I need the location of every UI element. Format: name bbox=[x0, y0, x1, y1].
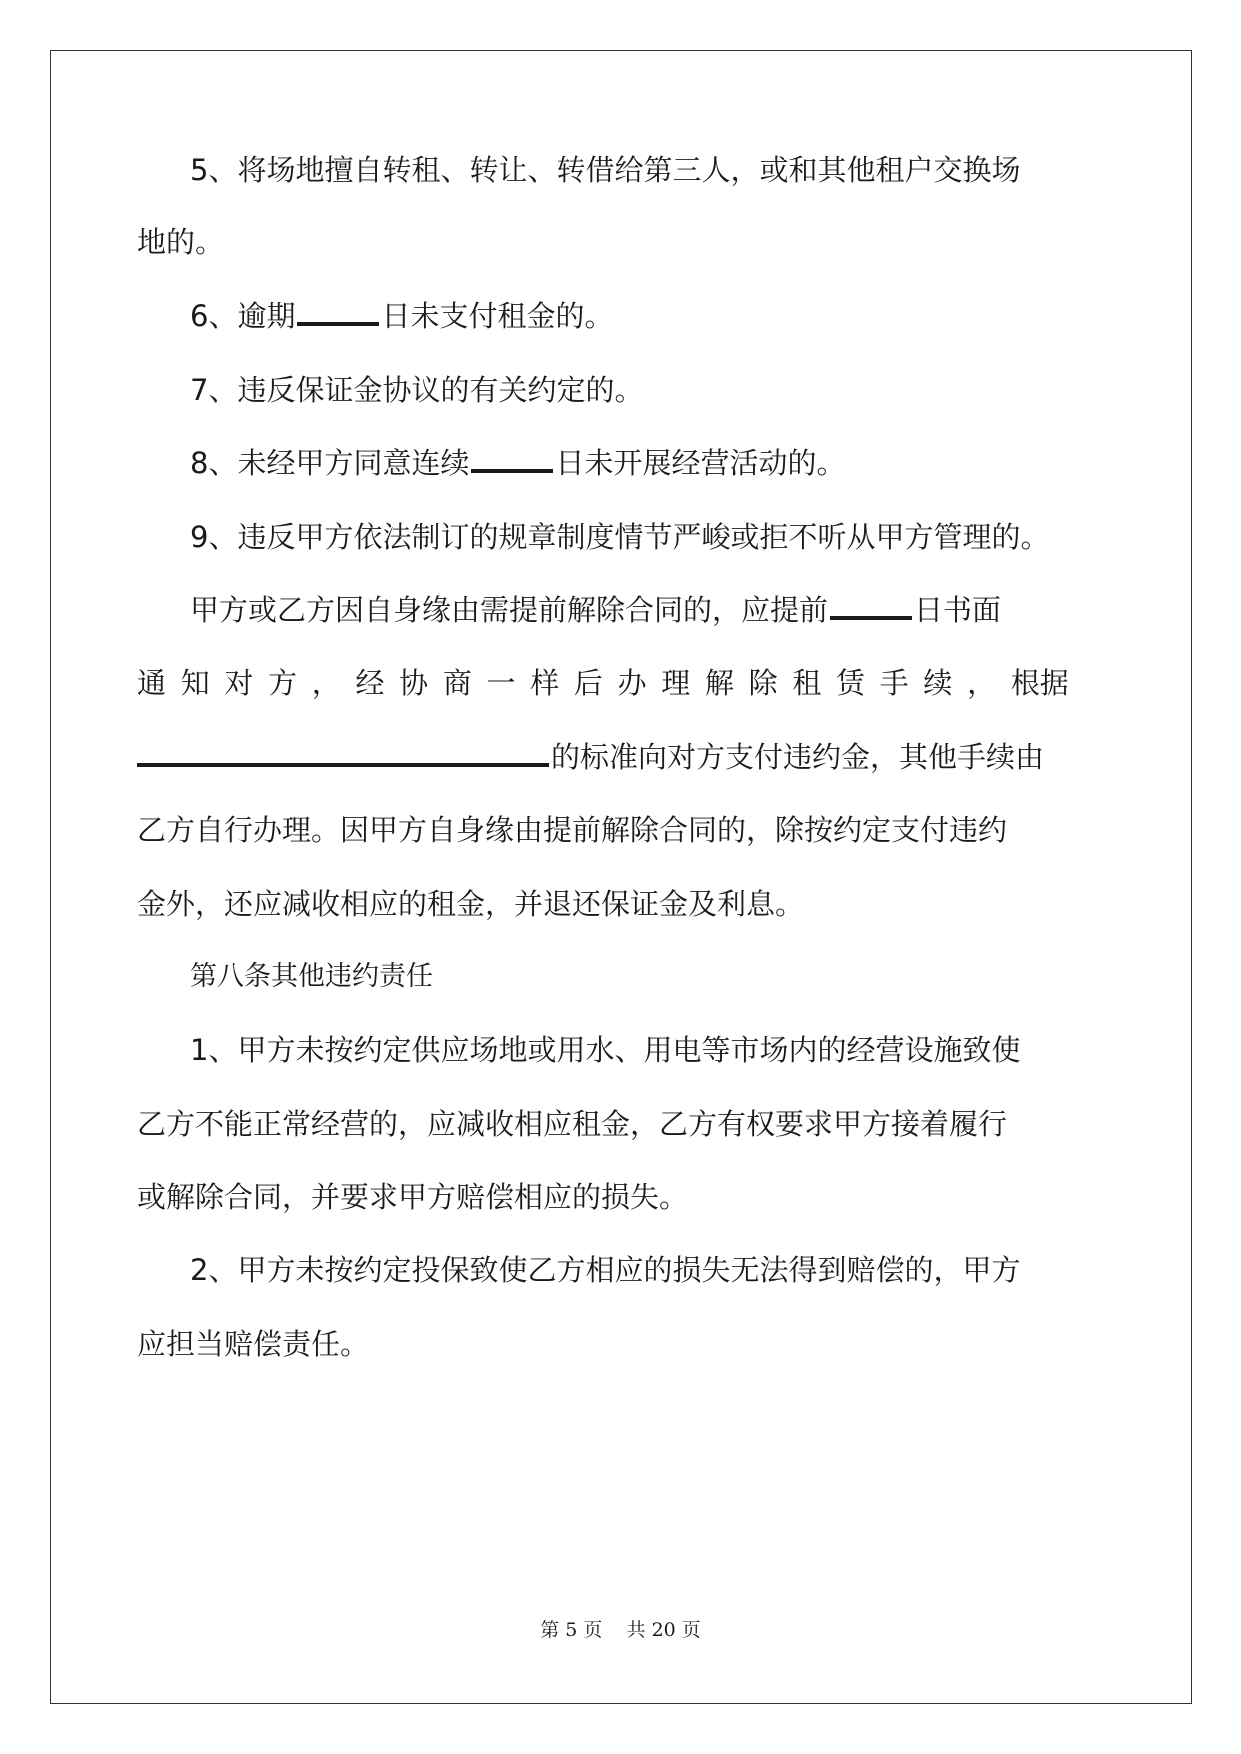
article-8-item-2-line-1: 2、甲方未按约定投保致使乙方相应的损失无法得到赔偿的，甲方 bbox=[190, 1253, 1021, 1287]
paragraph-termination-line-1 bbox=[190, 590, 1001, 630]
char: 办 bbox=[617, 666, 647, 700]
paragraph-6-text-b: 日未支付租金的。 bbox=[381, 299, 614, 333]
char: 一 bbox=[486, 666, 516, 700]
article-8-item-2-line-2: 应担当赔偿责任。 bbox=[137, 1327, 370, 1361]
paragraph-termination-line-3 bbox=[137, 737, 1044, 777]
article-8-item-1-line-3: 或解除合同，并要求甲方赔偿相应的损失。 bbox=[137, 1180, 689, 1214]
fill-in-blank bbox=[297, 300, 379, 326]
paragraph-6-text-a: 6、逾期 bbox=[190, 299, 296, 333]
termination-text-c: 的标准向对方支付违约金，其他手续由 bbox=[551, 740, 1045, 774]
paragraph-5-line-2: 地的。 bbox=[137, 225, 225, 259]
paragraph-7: 7、违反保证金协议的有关约定的。 bbox=[190, 373, 644, 407]
char: 方 bbox=[268, 666, 298, 700]
article-8-item-1-line-2: 乙方不能正常经营的，应减收相应租金，乙方有权要求甲方接着履行 bbox=[137, 1107, 1008, 1141]
paragraph-termination-line-4: 乙方自行办理。因甲方自身缘由提前解除合同的，除按约定支付违约 bbox=[137, 813, 1008, 847]
paragraph-8-text-a: 8、未经甲方同意连续 bbox=[190, 446, 470, 480]
article-8-heading: 第八条其他违约责任 bbox=[190, 961, 433, 992]
char: ， bbox=[311, 666, 341, 700]
article-8-item-1-line-1: 1、甲方未按约定供应场地或用水、用电等市场内的经营设施致使 bbox=[190, 1033, 1021, 1067]
char: 通 bbox=[137, 666, 167, 700]
char: 除 bbox=[748, 666, 778, 700]
char: 样 bbox=[530, 666, 560, 700]
char: 根据 bbox=[1010, 666, 1069, 700]
paragraph-termination-line-5: 金外，还应减收相应的租金，并退还保证金及利息。 bbox=[137, 887, 805, 921]
char: 理 bbox=[661, 666, 691, 700]
page-footer bbox=[0, 1615, 1241, 1642]
paragraph-9: 9、违反甲方依法制订的规章制度情节严峻或拒不听从甲方管理的。 bbox=[190, 520, 1050, 554]
fill-in-blank-long bbox=[137, 741, 549, 767]
paragraph-6 bbox=[190, 296, 613, 336]
char: 商 bbox=[442, 666, 472, 700]
termination-text-b: 日书面 bbox=[914, 593, 1002, 627]
paragraph-8-text-b: 日未开展经营活动的。 bbox=[555, 446, 846, 480]
fill-in-blank bbox=[830, 594, 912, 620]
char: 续 bbox=[923, 666, 953, 700]
termination-text-a: 甲方或乙方因自身缘由需提前解除合同的，应提前 bbox=[190, 593, 829, 627]
fill-in-blank bbox=[471, 447, 553, 473]
char: 手 bbox=[879, 666, 909, 700]
char: 对 bbox=[224, 666, 254, 700]
char: 知 bbox=[180, 666, 210, 700]
char: 解 bbox=[704, 666, 734, 700]
paragraph-termination-line-2 bbox=[137, 663, 1069, 703]
char: 协 bbox=[399, 666, 429, 700]
char: ， bbox=[967, 666, 997, 700]
paragraph-5-line-1: 5、将场地擅自转租、转让、转借给第三人，或和其他租户交换场 bbox=[190, 153, 1021, 187]
page-number: 第 5 页 共 20 页 bbox=[540, 1619, 701, 1641]
paragraph-8 bbox=[190, 443, 845, 483]
char: 后 bbox=[573, 666, 603, 700]
char: 赁 bbox=[836, 666, 866, 700]
char: 租 bbox=[792, 666, 822, 700]
char: 经 bbox=[355, 666, 385, 700]
